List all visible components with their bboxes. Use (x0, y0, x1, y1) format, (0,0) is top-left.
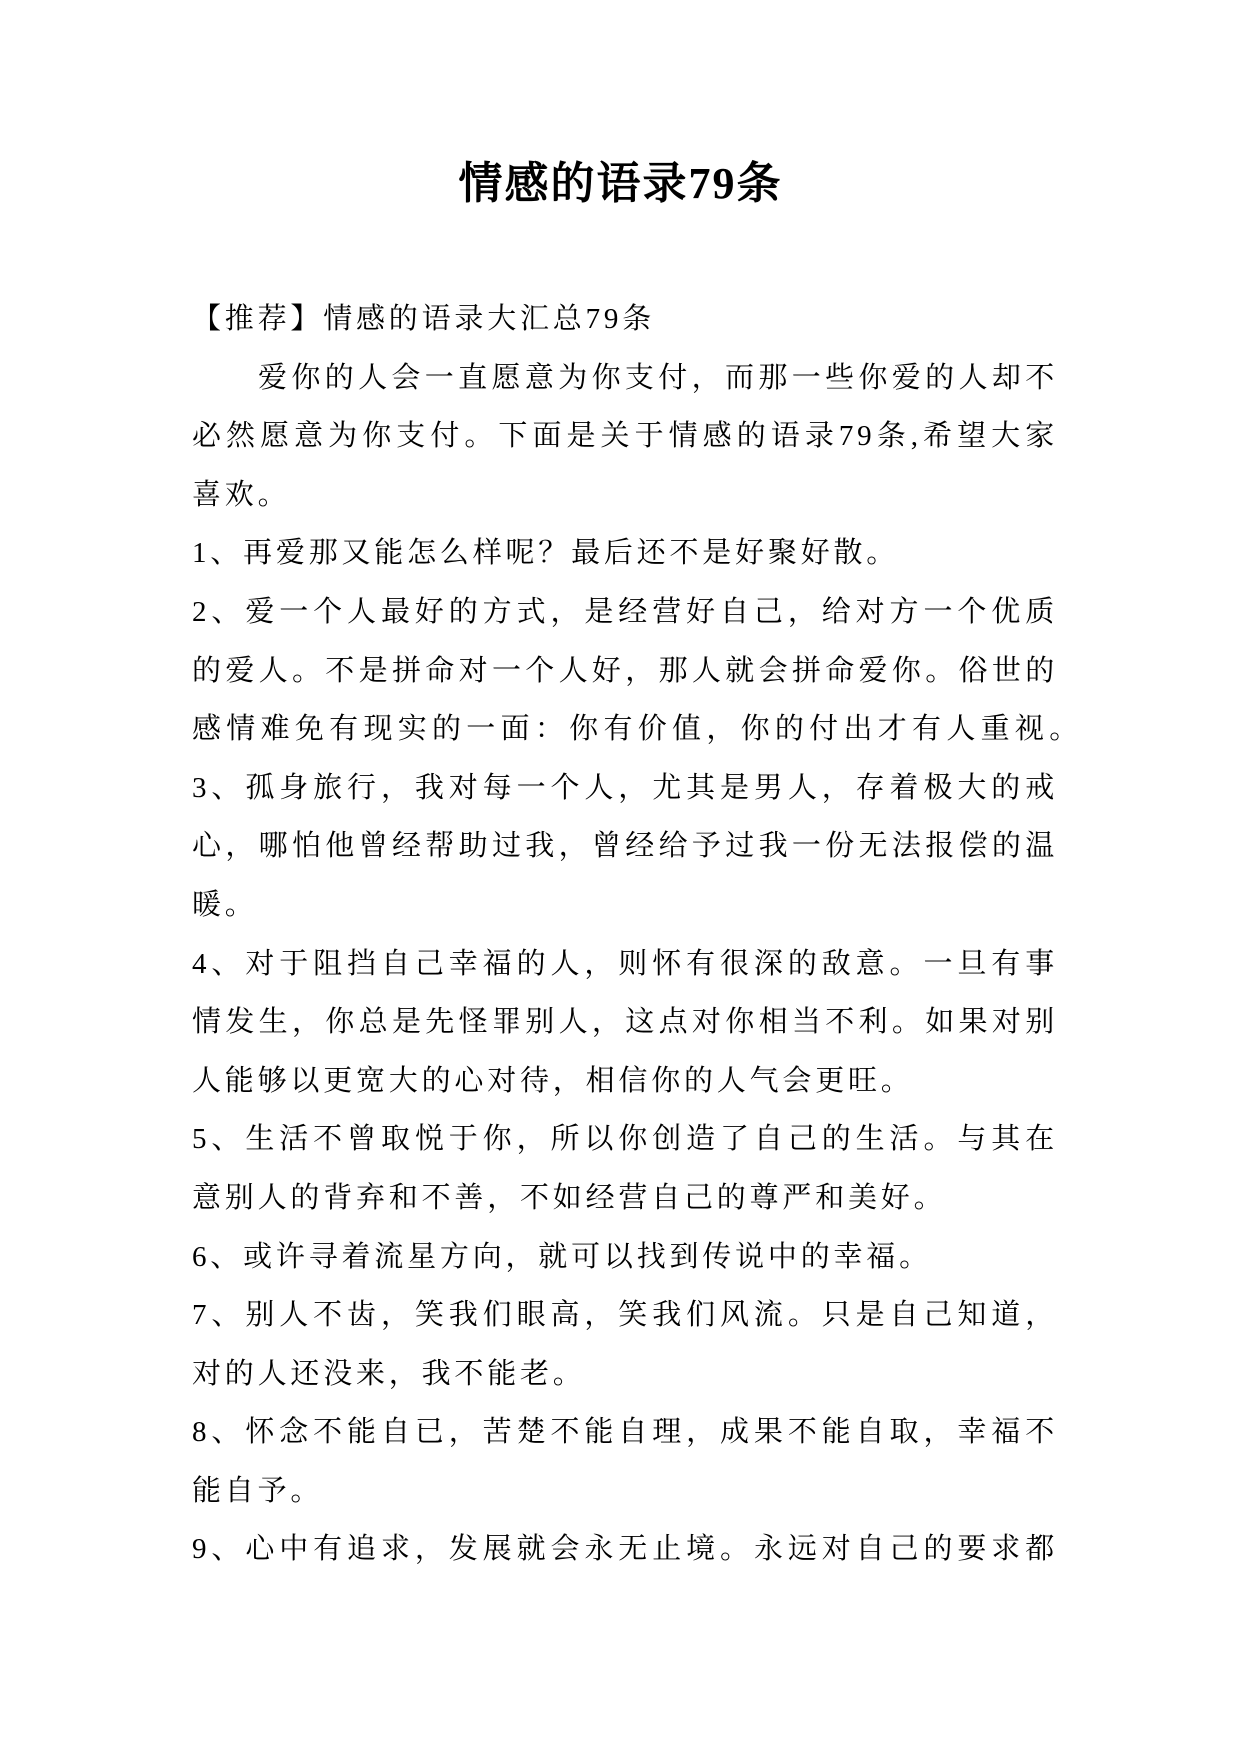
quote-line: 情发生，你总是先怪罪别人，这点对你相当不利。如果对别 (192, 1006, 1058, 1039)
quote-item-7 (192, 1286, 1058, 1403)
quote-line: 2、爱一个人最好的方式，是经营好自己，给对方一个优质 (192, 595, 1058, 628)
quote-item-2 (192, 583, 1082, 759)
quote-line: 8、怀念不能自已，苦楚不能自理，成果不能自取，幸福不 (192, 1416, 1058, 1449)
quote-item-4 (192, 935, 1058, 1111)
quote-line: 能自予。 (192, 1474, 324, 1507)
quote-line: 的爱人。不是拼命对一个人好，那人就会拼命爱你。俗世的 (192, 654, 1058, 687)
intro-line: 喜欢。 (192, 478, 291, 511)
quote-line: 意别人的背弃和不善，不如经营自己的尊严和美好。 (192, 1181, 947, 1214)
quote-item-3 (192, 759, 1058, 935)
quote-item-6 (192, 1228, 1058, 1287)
document-body (192, 290, 1082, 1579)
intro-paragraph (192, 349, 1058, 525)
intro-line: 必然愿意为你支付。下面是关于情感的语录79条,希望大家 (192, 420, 1058, 453)
quote-line: 4、对于阻挡自己幸福的人，则怀有很深的敌意。一旦有事 (192, 947, 1058, 980)
quote-line: 5、生活不曾取悦于你，所以你创造了自己的生活。与其在 (192, 1123, 1058, 1156)
quote-line: 3、孤身旅行，我对每一个人，尤其是男人，存着极大的戒 (192, 771, 1058, 804)
quote-line: 对的人还没来，我不能老。 (192, 1357, 586, 1390)
document-title: 情感的语录79条 (458, 159, 783, 208)
quote-line: 9、心中有追求，发展就会永无止境。永远对自己的要求都 (192, 1533, 1058, 1566)
quote-line: 感情难免有现实的一面：你有价值，你的付出才有人重视。 (192, 713, 1082, 746)
quote-line: 人能够以更宽大的心对待，相信你的人气会更旺。 (192, 1064, 914, 1097)
quote-item-1 (192, 524, 1058, 583)
quote-line: 6、或许寻着流星方向，就可以找到传说中的幸福。 (192, 1240, 932, 1273)
document-heading: 【推荐】情感的语录大汇总79条 (192, 303, 656, 335)
quote-item-5 (192, 1110, 1058, 1227)
quote-line: 暖。 (192, 888, 258, 921)
quote-item-9 (192, 1520, 1058, 1579)
quote-line: 心，哪怕他曾经帮助过我，曾经给予过我一份无法报偿的温 (192, 830, 1058, 863)
quote-item-8 (192, 1403, 1058, 1520)
quote-line: 1、再爱那又能怎么样呢？最后还不是好聚好散。 (192, 537, 900, 570)
intro-line: 爱你的人会一直愿意为你支付，而那一些你爱的人却不 (258, 361, 1058, 394)
quote-line: 7、别人不齿，笑我们眼高，笑我们风流。只是自己知道， (192, 1299, 1058, 1332)
